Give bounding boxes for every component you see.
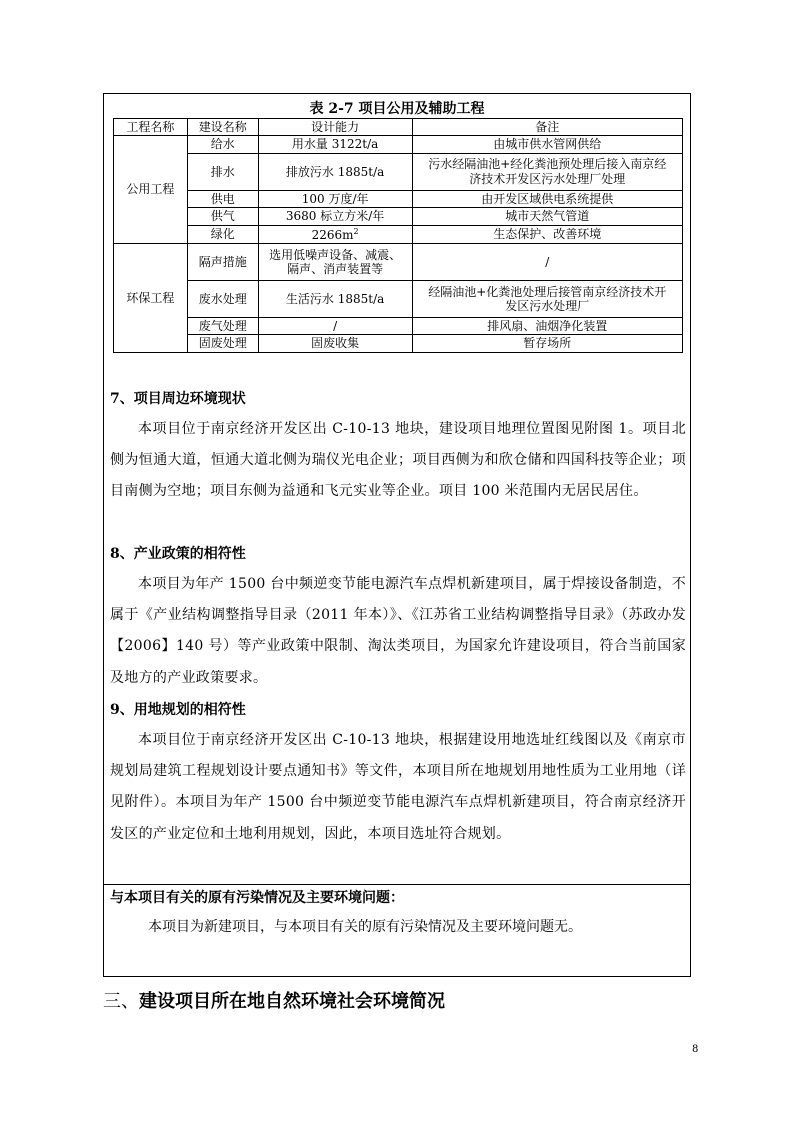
section-paragraph: 本项目为年产 1500 台中频逆变节能电源汽车点焊机新建项目，属于焊接设备制造，不属于《产业结构调整指导目录（2011 年本）》、《江苏省工业结构调整指导目录》（苏政办发【2006】140 号）等产业政策中限制、淘汰类项目，为国家允许建设项目，符合当前国家及地方的产业政策要求。 (110, 576, 686, 686)
item-cell: 绿化 (187, 225, 258, 243)
note-cell: / (412, 243, 683, 280)
section-surroundings (110, 384, 686, 508)
note-cell: 由开发区域供电系统提供 (412, 190, 683, 207)
table-title: 表 2-7 项目公用及辅助工程 (309, 101, 485, 117)
note-cell: 经隔油池+化粪池处理后接管南京经济技术开发区污水处理厂 (412, 280, 683, 317)
capacity-cell: 3680 标立方米/年 (258, 208, 412, 225)
section-paragraph: 本项目位于南京经济开发区出 C-10-13 地块，根据建设用地选址红线图以及《南京市规划局建筑工程规划设计要点通知书》等文件，本项目所在地规划用地性质为工业用地（详见附件）。本项目为年产 1500 台中频逆变节能电源汽车点焊机新建项目，符合南京经济开发区的产业定位和土地利用规划，因此，本项目选址符合规划。 (110, 732, 686, 842)
item-cell: 固废处理 (187, 335, 258, 352)
group-name-cell: 环保工程 (114, 243, 188, 352)
section-heading: 9、用地规划的相符性 (110, 702, 246, 718)
capacity-cell: 固废收集 (258, 335, 412, 352)
capacity-cell: 生活污水 1885t/a (258, 280, 412, 317)
pollution-heading: 与本项目有关的原有污染情况及主要环境问题： (110, 890, 404, 906)
note-cell: 由城市供水管网供给 (412, 136, 683, 153)
table-row (114, 208, 683, 225)
header-cell: 备注 (412, 119, 683, 136)
page-number: 8 (692, 1044, 699, 1055)
pollution-text: 本项目为新建项目，与本项目有关的原有污染情况及主要环境问题无。 (148, 919, 582, 935)
item-cell: 隔声措施 (187, 243, 258, 280)
header-cell: 建设名称 (187, 119, 258, 136)
item-cell: 废气处理 (187, 317, 258, 334)
report-frame (103, 93, 691, 977)
section-industry-policy (110, 539, 686, 694)
header-cell: 工程名称 (114, 119, 188, 136)
section-heading: 7、项目周边环境现状 (110, 391, 246, 407)
table-row (114, 225, 683, 243)
table-row (114, 243, 683, 280)
section-paragraph: 本项目位于南京经济开发区出 C-10-13 地块，建设项目地理位置图见附图 1。项目北侧为恒通大道，恒通大道北侧为瑞仪光电企业；项目西侧为和欣仓储和四国科技等企业；项目南侧为空地；项目东侧为益通和飞元实业等企业。项目 100 米范围内无居民居住。 (110, 421, 686, 500)
table-row (114, 335, 683, 352)
item-cell: 给水 (187, 136, 258, 153)
section-heading: 8、产业政策的相符性 (110, 546, 246, 562)
chapter-title (103, 987, 445, 1013)
capacity-cell: 用水量 3122t/a (258, 136, 412, 153)
table-row (114, 153, 683, 190)
capacity-value: 2266m (311, 227, 354, 242)
item-cell: 供电 (187, 190, 258, 207)
table-row (114, 280, 683, 317)
table-row (114, 190, 683, 207)
note-cell: 排风扇、油烟净化装置 (412, 317, 683, 334)
note-cell: 城市天然气管道 (412, 208, 683, 225)
chapter-text: 建设项目所在地自然环境社会环境简况 (139, 991, 445, 1012)
table-row (114, 317, 683, 334)
divider (104, 884, 690, 885)
note-cell: 污水经隔油池+经化粪池预处理后接入南京经济技术开发区污水处理厂处理 (412, 153, 683, 190)
capacity-superscript: 2 (353, 226, 359, 236)
group-name-cell: 公用工程 (114, 136, 188, 244)
note-cell: 生态保护、改善环境 (412, 225, 683, 243)
table-row (114, 136, 683, 153)
engineering-table (113, 118, 683, 353)
note-cell: 暂存场所 (412, 335, 683, 352)
header-cell: 设计能力 (258, 119, 412, 136)
item-cell: 排水 (187, 153, 258, 190)
capacity-cell: 选用低噪声设备、减震、隔声、消声装置等 (258, 243, 412, 280)
capacity-cell: / (258, 317, 412, 334)
chapter-number: 三、 (103, 991, 139, 1012)
capacity-cell (258, 225, 412, 243)
item-cell: 废水处理 (187, 280, 258, 317)
capacity-cell: 排放污水 1885t/a (258, 153, 412, 190)
item-cell: 供气 (187, 208, 258, 225)
section-land-planning (110, 695, 686, 850)
capacity-cell: 100 万度/年 (258, 190, 412, 207)
table-header-row (114, 119, 683, 136)
